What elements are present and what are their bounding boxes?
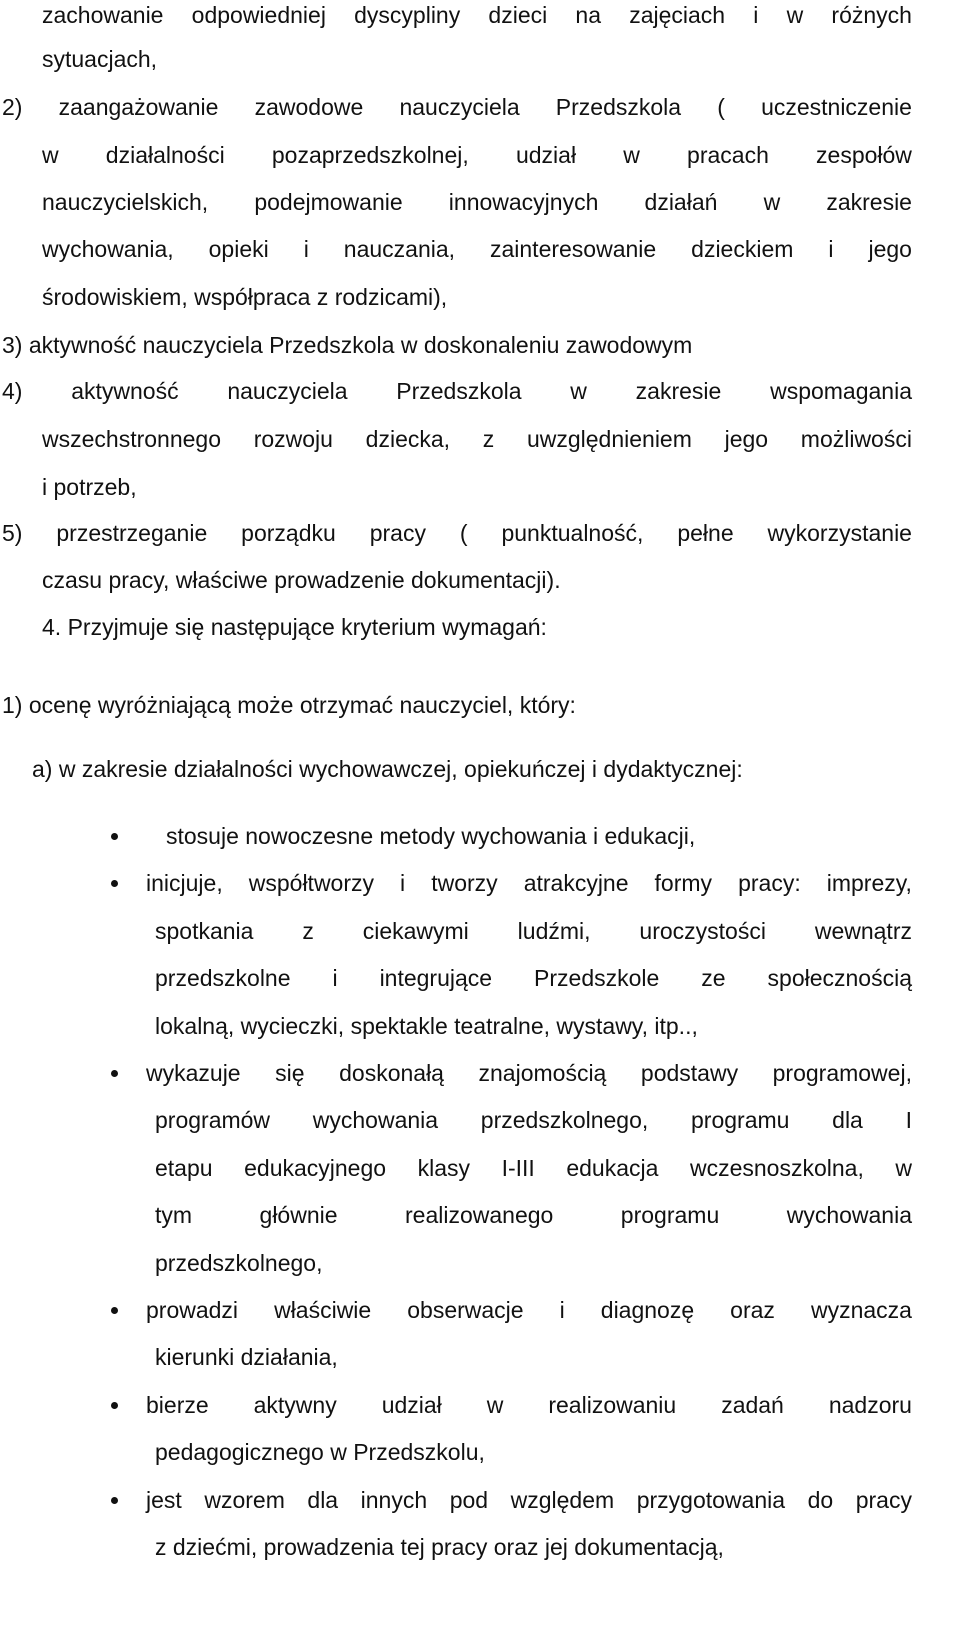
word: w xyxy=(763,189,781,215)
word: doskonałą xyxy=(339,1060,444,1086)
word: prowadzi xyxy=(146,1297,239,1323)
word: przedszkolnego, xyxy=(480,1107,649,1133)
word: ciekawymi xyxy=(362,918,469,944)
word: z xyxy=(302,918,314,944)
word: oraz xyxy=(730,1297,775,1323)
word: głównie xyxy=(259,1202,338,1228)
word: pracy: xyxy=(738,870,801,896)
word: względem xyxy=(510,1487,615,1513)
word: wychowania xyxy=(786,1202,912,1228)
word: jego xyxy=(724,426,769,452)
word: zachowanie xyxy=(42,2,164,28)
word: wczesnoszkolna, xyxy=(689,1155,864,1181)
word: pozaprzedszkolnej, xyxy=(271,142,469,168)
word: nauczania, xyxy=(343,236,456,262)
word: możliwości xyxy=(800,426,912,452)
word: wychowania, xyxy=(42,236,174,262)
word: uroczystości xyxy=(639,918,766,944)
text-line: sytuacjach, xyxy=(42,46,158,72)
word: pracy xyxy=(369,520,426,546)
bullet-item-text xyxy=(146,1485,912,1515)
word: edukacja xyxy=(566,1155,659,1181)
word: integrujące xyxy=(379,965,493,991)
word: atrakcyjne xyxy=(523,870,629,896)
word: i xyxy=(303,236,309,262)
word: zakresie xyxy=(635,378,722,404)
word: wyznacza xyxy=(810,1297,912,1323)
bullet-item-text: lokalną, wycieczki, spektakle teatralne, wystawy, itp.., xyxy=(155,1013,698,1039)
bullet-item-text: przedszkolnego, xyxy=(155,1250,323,1276)
bullet-item-text: kierunki działania, xyxy=(155,1344,338,1370)
word: tworzy xyxy=(431,870,498,896)
word: pełne xyxy=(677,520,734,546)
list-item-5-line xyxy=(2,518,912,548)
word: punktualność, xyxy=(501,520,644,546)
word: odpowiedniej xyxy=(191,2,326,28)
bullet-item-text xyxy=(146,1058,912,1088)
bullet-icon xyxy=(111,1070,118,1077)
word: uczestniczenie xyxy=(761,94,912,120)
word: zakresie xyxy=(826,189,912,215)
word: w xyxy=(486,1392,504,1418)
word: diagnozę xyxy=(600,1297,695,1323)
word: ( xyxy=(459,520,468,546)
word: aktywny xyxy=(253,1392,337,1418)
list-item-2-line xyxy=(42,140,912,170)
word: nadzoru xyxy=(828,1392,912,1418)
word: nauczyciela xyxy=(399,94,520,120)
bullet-item-text xyxy=(155,963,912,993)
word: dzieci xyxy=(488,2,548,28)
word: ze xyxy=(701,965,726,991)
word: obserwacje xyxy=(407,1297,524,1323)
list-item-4-line xyxy=(42,424,912,454)
word: dzieckiem xyxy=(691,236,794,262)
bullet-item-text: stosuje nowoczesne metody wychowania i edukacji, xyxy=(166,823,696,849)
word: na xyxy=(575,2,602,28)
word: podejmowanie xyxy=(254,189,403,215)
word: 4) xyxy=(2,378,23,404)
word: i xyxy=(753,2,759,28)
word: innowacyjnych xyxy=(448,189,599,215)
word: przygotowania xyxy=(636,1487,786,1513)
word: i xyxy=(828,236,834,262)
word: społecznością xyxy=(767,965,912,991)
word: zaangażowanie xyxy=(58,94,219,120)
bullet-icon xyxy=(111,1307,118,1314)
word: różnych xyxy=(831,2,912,28)
list-item-2-line: środowiskiem, współpraca z rodzicami), xyxy=(42,284,448,310)
word: edukacyjnego xyxy=(244,1155,387,1181)
word: działań xyxy=(644,189,718,215)
word: udział xyxy=(381,1392,442,1418)
word: I-III xyxy=(501,1155,535,1181)
word: wewnątrz xyxy=(814,918,912,944)
word: pod xyxy=(449,1487,489,1513)
bullet-item-text: pedagogicznego w Przedszkolu, xyxy=(155,1439,485,1465)
word: zainteresowanie xyxy=(489,236,657,262)
list-item-4-line xyxy=(2,376,912,406)
word: z xyxy=(482,426,495,452)
word: dla xyxy=(307,1487,339,1513)
word: uwzględnieniem xyxy=(526,426,692,452)
word: Przedszkola xyxy=(396,378,522,404)
word: programowej, xyxy=(772,1060,912,1086)
word: w xyxy=(895,1155,912,1181)
bullet-icon xyxy=(111,1402,118,1409)
word: imprezy, xyxy=(826,870,912,896)
word: pracy xyxy=(855,1487,912,1513)
word: dyscypliny xyxy=(354,2,461,28)
word: wykorzystanie xyxy=(767,520,912,546)
word: i xyxy=(559,1297,565,1323)
word: ludźmi, xyxy=(517,918,591,944)
word: aktywność xyxy=(71,378,179,404)
word: jego xyxy=(868,236,912,262)
word: się xyxy=(275,1060,305,1086)
criterion-subitem: a) w zakresie działalności wychowawczej, opiekuńczej i dydaktycznej: xyxy=(32,756,743,782)
word: programów xyxy=(155,1107,271,1133)
word: zadań xyxy=(721,1392,784,1418)
word: wychowania xyxy=(312,1107,439,1133)
word: Przedszkole xyxy=(534,965,660,991)
word: właściwie xyxy=(274,1297,372,1323)
list-item-2-line xyxy=(42,234,912,264)
word: zawodowe xyxy=(254,94,364,120)
word: 2) xyxy=(2,94,23,120)
word: etapu xyxy=(155,1155,213,1181)
word: bierze xyxy=(146,1392,209,1418)
word: wykazuje xyxy=(146,1060,241,1086)
bullet-item-text xyxy=(146,1390,912,1420)
word: rozwoju xyxy=(253,426,333,452)
word: dziecka, xyxy=(365,426,451,452)
list-item-4-line: i potrzeb, xyxy=(42,474,137,500)
word: realizowaniu xyxy=(548,1392,677,1418)
word: zajęciach xyxy=(629,2,726,28)
word: do xyxy=(807,1487,834,1513)
bullet-item-text: z dziećmi, prowadzenia tej pracy oraz jej dokumentacją, xyxy=(155,1534,724,1560)
word: zespołów xyxy=(816,142,912,168)
bullet-icon xyxy=(111,833,118,840)
word: nauczyciela xyxy=(227,378,348,404)
criterion-item: 1) ocenę wyróżniającą może otrzymać nauczyciel, który: xyxy=(2,692,576,718)
word: ( xyxy=(717,94,725,120)
list-item-3: 3) aktywność nauczyciela Przedszkola w doskonaleniu zawodowym xyxy=(2,332,693,358)
bullet-item-text xyxy=(155,916,912,946)
list-item-2-line xyxy=(42,187,912,217)
bullet-item-text xyxy=(155,1153,912,1183)
bullet-icon xyxy=(111,1497,118,1504)
list-item-5-line: czasu pracy, właściwe prowadzenie dokumentacji). xyxy=(42,567,561,593)
word: jest xyxy=(146,1487,182,1513)
word: w xyxy=(623,142,640,168)
word: dla xyxy=(832,1107,863,1133)
section-heading: 4. Przyjmuje się następujące kryterium wymagań: xyxy=(42,614,547,640)
word: i xyxy=(332,965,338,991)
word: w xyxy=(570,378,587,404)
word: realizowanego xyxy=(405,1202,554,1228)
word: w xyxy=(786,2,804,28)
word: wzorem xyxy=(204,1487,285,1513)
bullet-item-text xyxy=(155,1200,912,1230)
word: inicjuje, xyxy=(146,870,223,896)
word: programu xyxy=(691,1107,790,1133)
word: nauczycielskich, xyxy=(42,189,209,215)
word: 5) xyxy=(2,520,23,546)
bullet-item-text xyxy=(155,1105,912,1135)
word: podstawy xyxy=(640,1060,739,1086)
word: znajomością xyxy=(478,1060,607,1086)
word: Przedszkola xyxy=(555,94,682,120)
word: porządku xyxy=(241,520,336,546)
word: udział xyxy=(515,142,577,168)
word: przedszkolne xyxy=(155,965,291,991)
word: wszechstronnego xyxy=(42,426,221,452)
list-item-2-line xyxy=(2,92,912,122)
word: klasy xyxy=(417,1155,471,1181)
bullet-item-text xyxy=(146,1295,912,1325)
word: tym xyxy=(155,1202,193,1228)
word: przestrzeganie xyxy=(56,520,208,546)
word: opieki xyxy=(208,236,269,262)
word: programu xyxy=(620,1202,720,1228)
word: w xyxy=(42,142,59,168)
word: spotkania xyxy=(155,918,254,944)
bullet-item-text xyxy=(146,868,912,898)
word: innych xyxy=(360,1487,428,1513)
word: współtworzy xyxy=(248,870,375,896)
word: formy xyxy=(654,870,713,896)
bullet-icon xyxy=(111,880,118,887)
word: wspomagania xyxy=(770,378,912,404)
text-line xyxy=(42,0,912,30)
word: działalności xyxy=(105,142,225,168)
word: I xyxy=(905,1107,912,1133)
word: i xyxy=(400,870,406,896)
word: pracach xyxy=(687,142,769,168)
